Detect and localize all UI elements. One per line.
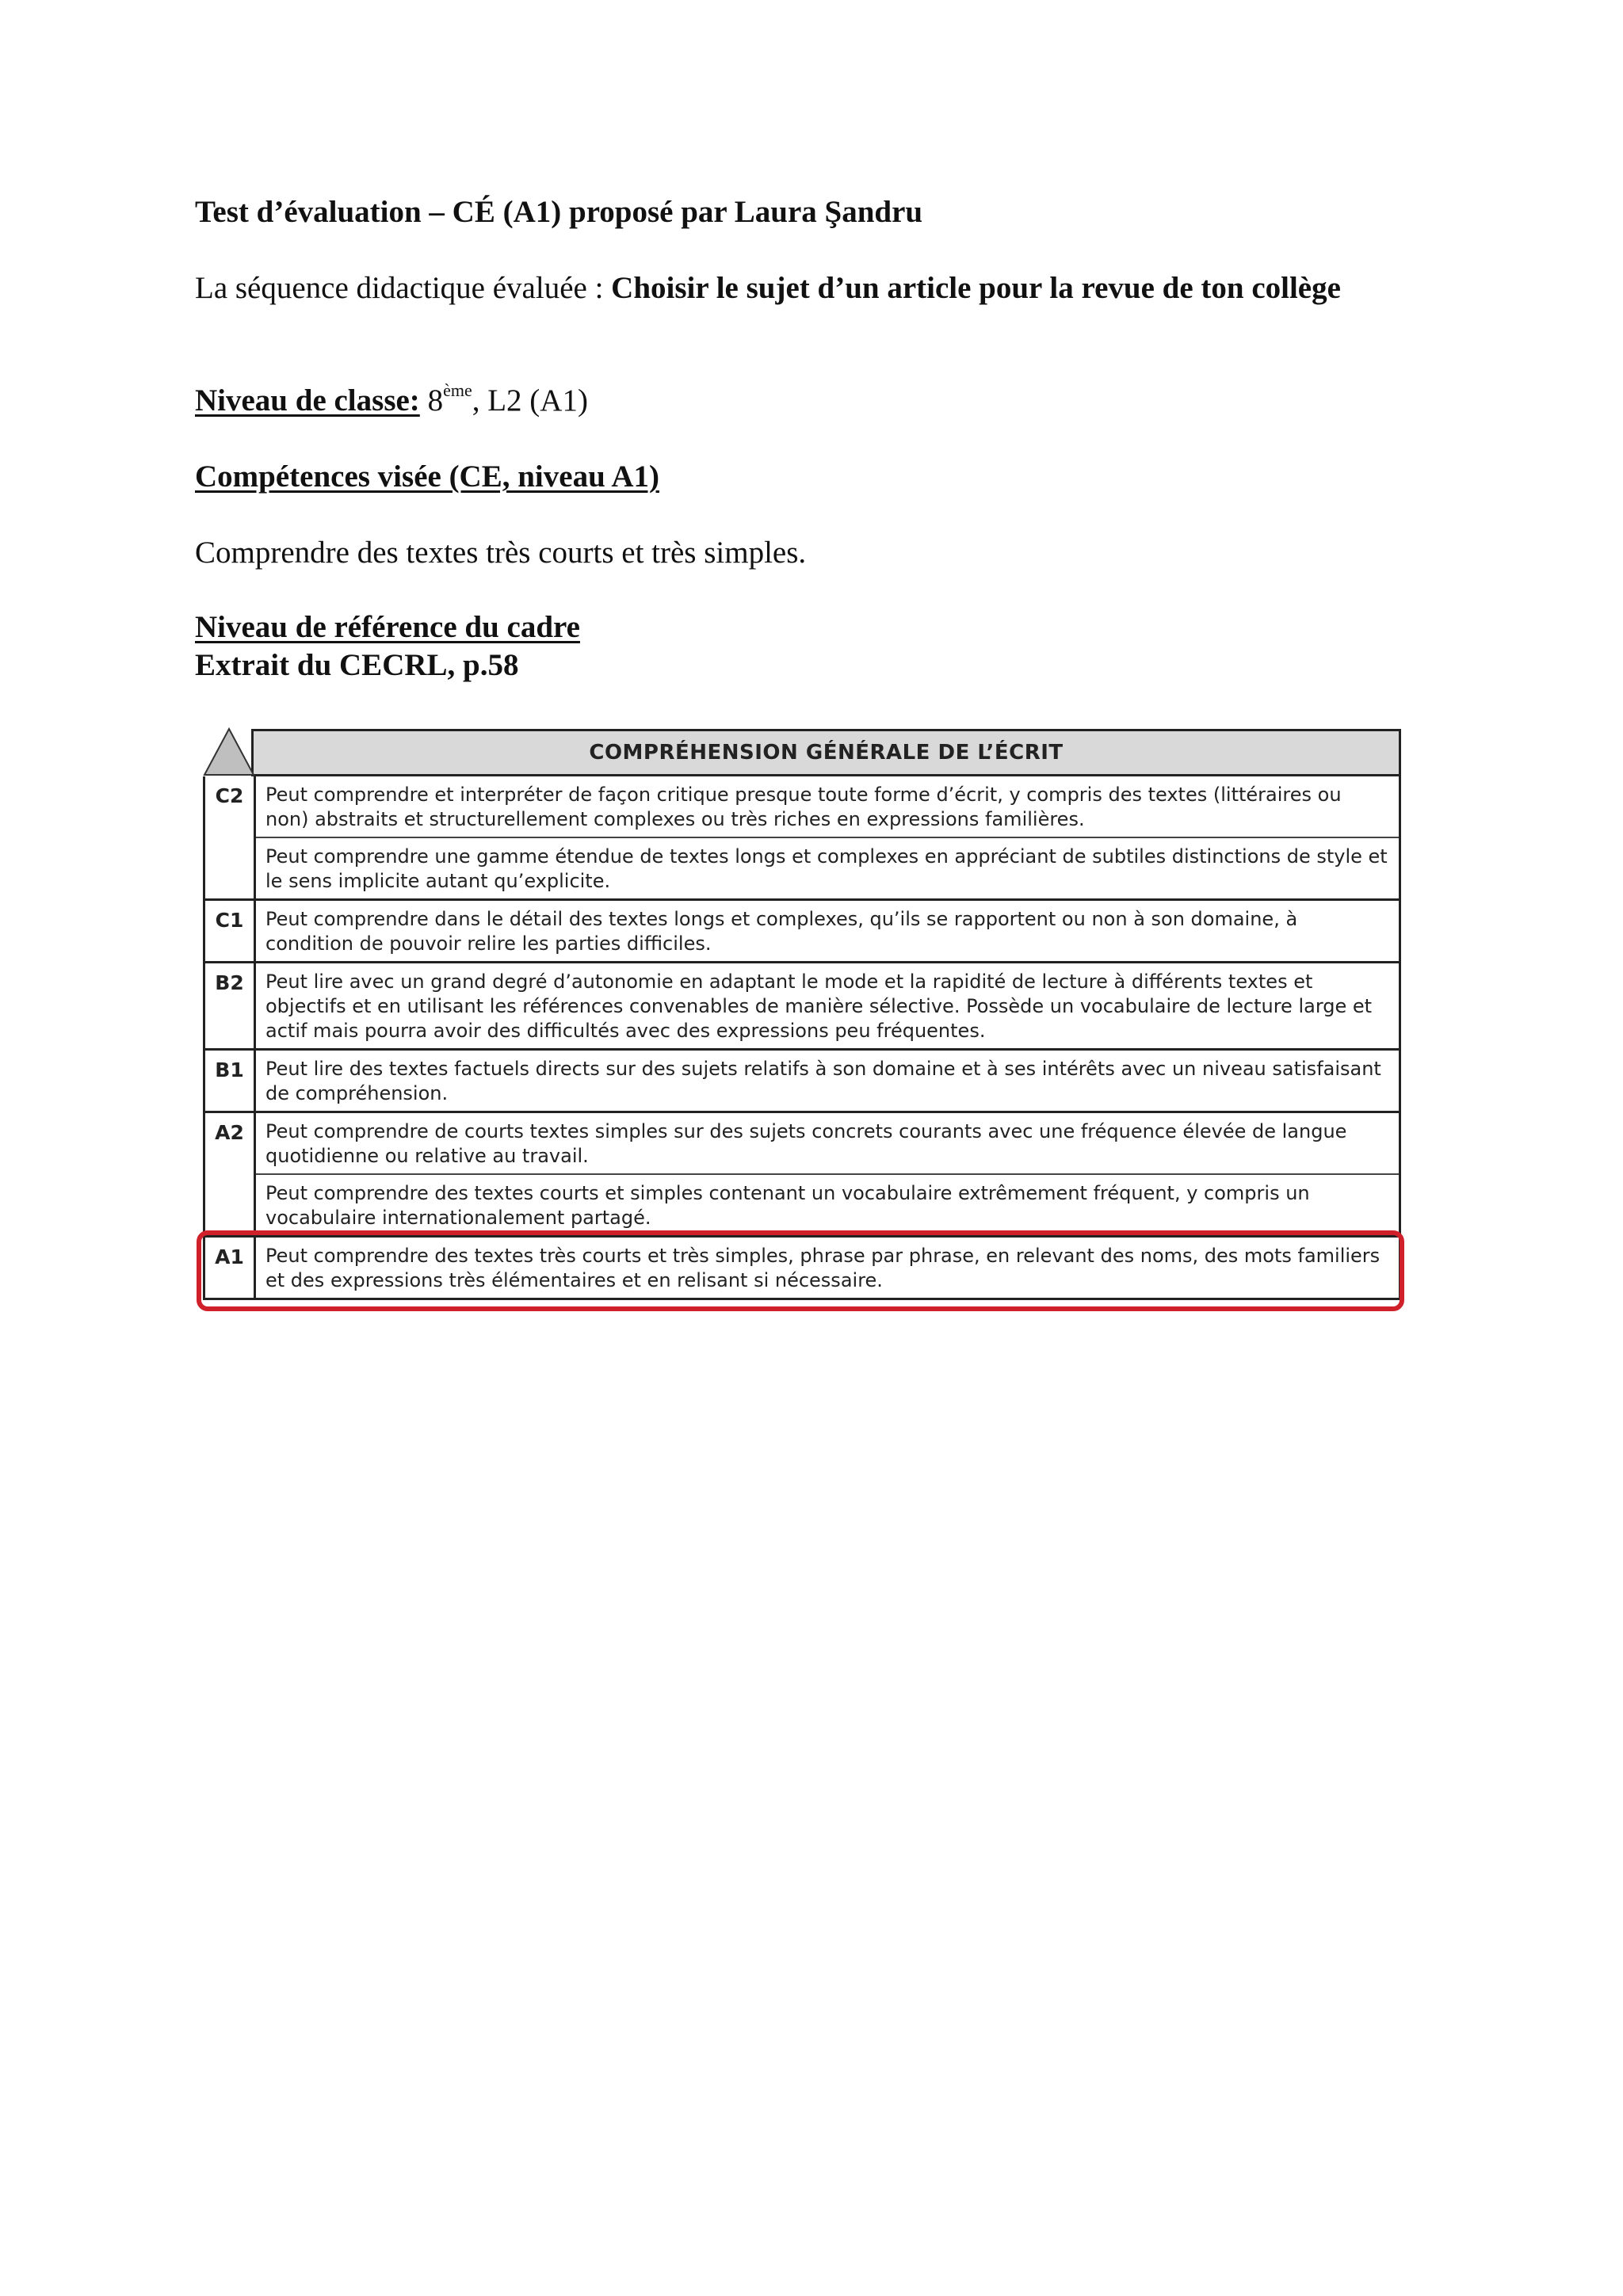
cecrl-row-c2 — [203, 776, 1401, 901]
level-label: B2 — [205, 963, 256, 1048]
cecrl-row-a1 — [203, 1238, 1401, 1300]
reference-heading: Niveau de référence du cadre — [195, 610, 580, 644]
level-label: C2 — [205, 776, 256, 898]
level-descriptor: Peut comprendre de courts textes simples sur des sujets concrets courants avec une fréquence élevée de langue quotidienne ou relative au travail. — [265, 1120, 1347, 1167]
level-descriptor: Peut comprendre des textes courts et simples contenant un vocabulaire extrêmement fréquent, y compris un vocabulaire internationalement partagé. — [256, 1173, 1399, 1235]
level-descriptor: Peut comprendre et interpréter de façon critique presque toute forme d’écrit, y compris des textes (littéraires ou non) abstraits et structurellement complexes ou très riches en expressions familières. — [265, 784, 1342, 830]
level-label: A1 — [205, 1238, 256, 1298]
competences-text: Comprendre des textes très courts et très simples. — [195, 536, 807, 570]
class-level-label: Niveau de classe: — [195, 383, 420, 418]
sequence-line — [195, 269, 1341, 307]
cecrl-row-a2 — [203, 1113, 1401, 1238]
reference-source: Extrait du CECRL, p.58 — [195, 648, 519, 682]
sequence-value: Choisir le sujet d’un article pour la revue de ton collège — [611, 271, 1341, 305]
level-descriptor: Peut comprendre des textes très courts et très simples, phrase par phrase, en relevant des noms, des mots familiers et des expressions très élémentaires et en relisant si nécessaire. — [265, 1245, 1381, 1291]
level-descriptor: Peut comprendre une gamme étendue de textes longs et complexes en appréciant de subtiles distinctions de style et le sens implicite autant qu’explicite. — [256, 837, 1399, 898]
pyramid-icon — [203, 727, 255, 776]
level-descriptor: Peut comprendre dans le détail des textes longs et complexes, qu’ils se rapportent ou non à son domaine, à condition de pouvoir relire les parties difficiles. — [265, 908, 1298, 955]
level-label: A2 — [205, 1113, 256, 1235]
class-level-rest: , L2 (A1) — [472, 383, 588, 418]
competences-heading: Compétences visée (CE, niveau A1) — [195, 460, 660, 494]
level-label: B1 — [205, 1051, 256, 1111]
document-title: Test d’évaluation – CÉ (A1) proposé par Laura Şandru — [195, 195, 923, 229]
class-level-grade: 8 — [427, 383, 444, 418]
cecrl-row-b2 — [203, 963, 1401, 1051]
cecrl-table — [203, 729, 1401, 1300]
sequence-label: La séquence didactique évaluée : — [195, 271, 612, 305]
level-descriptor: Peut lire des textes factuels directs sur des sujets relatifs à son domaine et à ses intérêts avec un niveau satisfaisant de compréhension. — [265, 1058, 1381, 1104]
cecrl-table-title: COMPRÉHENSION GÉNÉRALE DE L’ÉCRIT — [254, 729, 1401, 776]
cecrl-table-header — [203, 729, 1401, 776]
level-label: C1 — [205, 901, 256, 961]
level-descriptor: Peut lire avec un grand degré d’autonomie en adaptant le mode et la rapidité de lecture à différents textes et objectifs et en utilisant les références convenables de manière sélective. Possède un vocabulaire de lecture large et actif mais pourra avoir des difficultés avec des expressions peu fréquentes. — [265, 971, 1373, 1042]
level-pyramid-icon — [203, 729, 254, 776]
cecrl-row-c1 — [203, 901, 1401, 963]
class-level-line — [195, 382, 588, 420]
class-level-grade-sup: ème — [443, 380, 472, 400]
cecrl-row-b1 — [203, 1051, 1401, 1113]
